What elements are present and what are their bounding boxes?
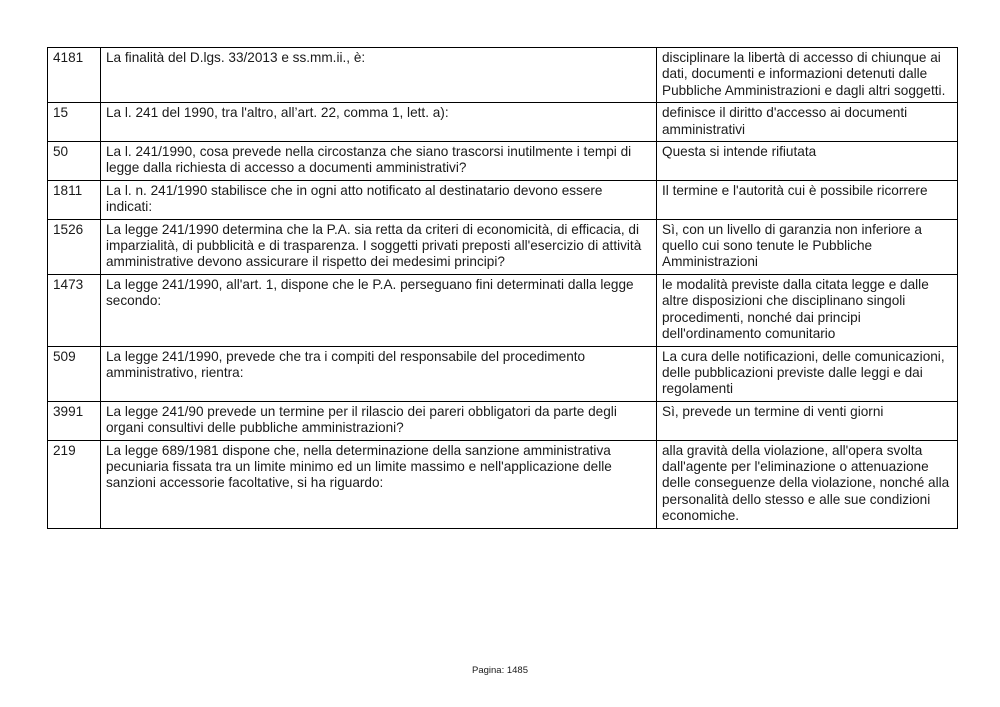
table-row (48, 440, 958, 528)
question-id: 509 (48, 346, 101, 401)
question-id: 1811 (48, 180, 101, 219)
table-row (48, 103, 958, 142)
answer-text: Sì, prevede un termine di venti giorni (657, 401, 958, 440)
answer-text: Il termine e l'autorità cui è possibile ricorrere (657, 180, 958, 219)
question-text: La l. n. 241/1990 stabilisce che in ogni atto notificato al destinatario devono essere indicati: (101, 180, 657, 219)
table-row (48, 48, 958, 103)
answer-text: disciplinare la libertà di accesso di chiunque ai dati, documenti e informazioni detenuti dalle Pubbliche Amministrazioni e dagli altri soggetti. (657, 48, 958, 103)
table-row (48, 180, 958, 219)
question-id: 4181 (48, 48, 101, 103)
table-row (48, 142, 958, 181)
answer-text: La cura delle notificazioni, delle comunicazioni, delle pubblicazioni previste dalle leggi e dai regolamenti (657, 346, 958, 401)
answer-text: Sì, con un livello di garanzia non inferiore a quello cui sono tenute le Pubbliche Amministrazioni (657, 219, 958, 274)
table-row (48, 346, 958, 401)
table-row (48, 274, 958, 346)
question-id: 219 (48, 440, 101, 528)
question-text: La legge 241/1990, all'art. 1, dispone che le P.A. perseguano fini determinati dalla legge secondo: (101, 274, 657, 346)
question-id: 1526 (48, 219, 101, 274)
table-row (48, 219, 958, 274)
question-text: La finalità del D.lgs. 33/2013 e ss.mm.ii., è: (101, 48, 657, 103)
question-text: La l. 241/1990, cosa prevede nella circostanza che siano trascorsi inutilmente i tempi di legge dalla richiesta di accesso a documenti amministrativi? (101, 142, 657, 181)
table-row (48, 401, 958, 440)
answer-text: Questa si intende rifiutata (657, 142, 958, 181)
question-id: 15 (48, 103, 101, 142)
question-id: 1473 (48, 274, 101, 346)
answer-text: le modalità previste dalla citata legge e dalle altre disposizioni che disciplinano singoli procedimenti, nonché dai principi dell'ordinamento comunitario (657, 274, 958, 346)
page-number: Pagina: 1485 (472, 665, 528, 676)
question-id: 3991 (48, 401, 101, 440)
question-text: La legge 241/1990, prevede che tra i compiti del responsabile del procedimento amministrativo, rientra: (101, 346, 657, 401)
answer-text: alla gravità della violazione, all'opera svolta dall'agente per l'eliminazione o attenuazione delle conseguenze della violazione, nonché alla personalità dello stesso e alle sue condizioni economiche. (657, 440, 958, 528)
answer-text: definisce il diritto d'accesso ai documenti amministrativi (657, 103, 958, 142)
question-text: La legge 241/1990 determina che la P.A. sia retta da criteri di economicità, di efficacia, di imparzialità, di pubblicità e di trasparenza. I soggetti privati preposti all'esercizio di attività amministrative devono assicurare il rispetto dei medesimi principi? (101, 219, 657, 274)
question-id: 50 (48, 142, 101, 181)
questions-table (47, 47, 958, 529)
question-text: La legge 241/90 prevede un termine per il rilascio dei pareri obbligatori da parte degli organi consultivi delle pubbliche amministrazioni? (101, 401, 657, 440)
question-text: La legge 689/1981 dispone che, nella determinazione della sanzione amministrativa pecuniaria fissata tra un limite minimo ed un limite massimo e nell'applicazione delle sanzioni accessorie facoltative, si ha riguardo: (101, 440, 657, 528)
question-text: La l. 241 del 1990, tra l'altro, all’art. 22, comma 1, lett. a): (101, 103, 657, 142)
